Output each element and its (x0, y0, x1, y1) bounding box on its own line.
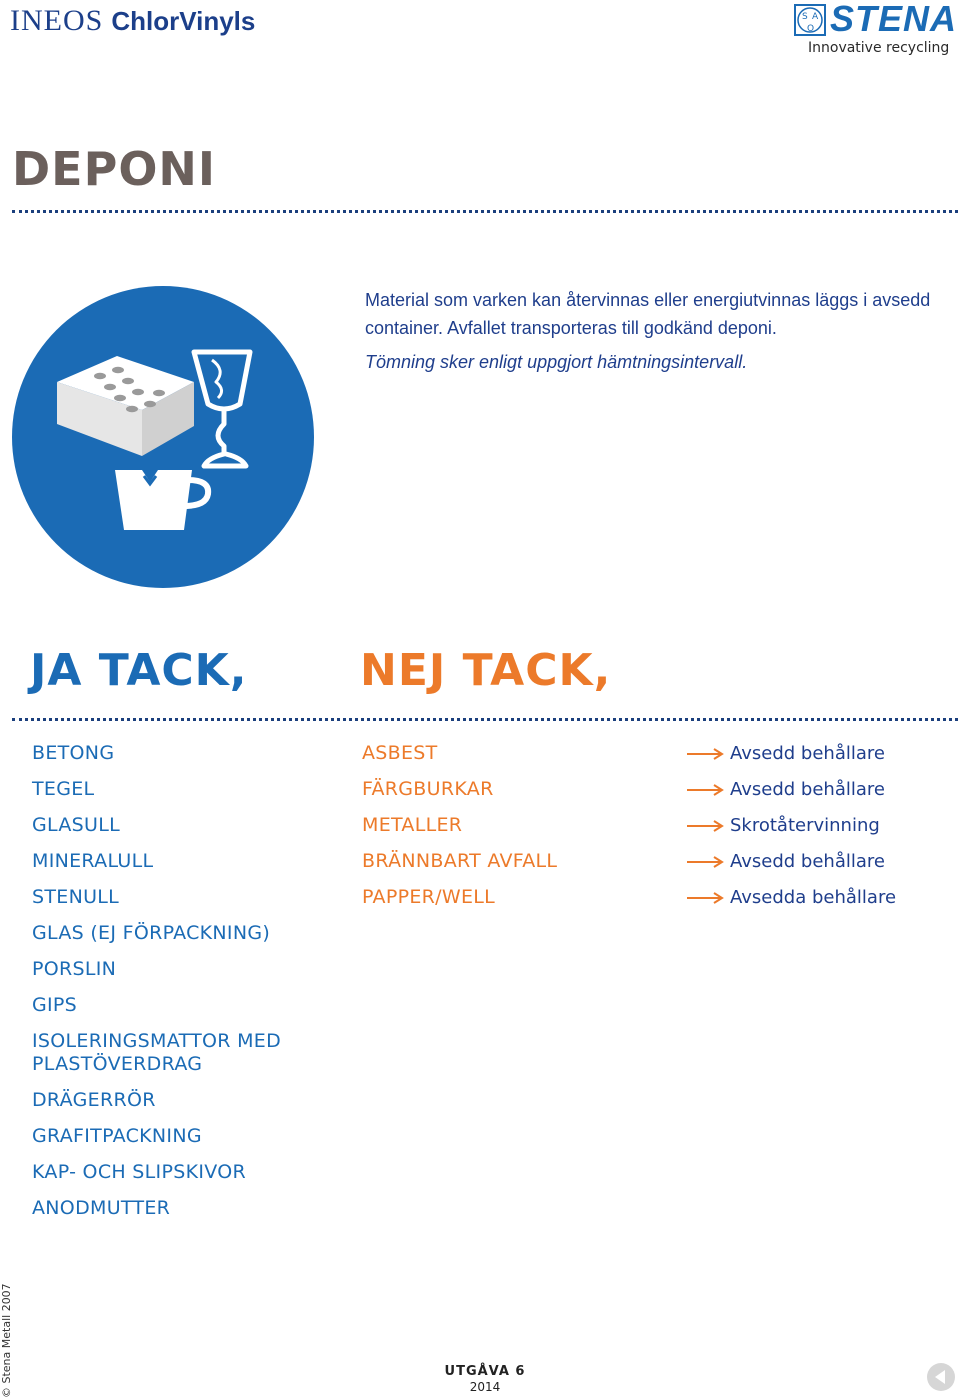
destination-label: Avsedd behållare (730, 851, 885, 872)
stena-logo (794, 0, 958, 62)
list-item: METALLER (362, 814, 463, 836)
destination-item (686, 778, 956, 801)
svg-text:O: O (807, 24, 815, 34)
destination-item (686, 886, 956, 909)
edition-label: UTGÅVA 6 (444, 1364, 526, 1379)
list-item: FÄRGBURKAR (362, 778, 494, 800)
list-item: TEGEL (32, 778, 95, 800)
ineos-logo-text: INEOS (10, 4, 104, 37)
chlorvinyls-logo-text: ChlorVinyls (111, 6, 256, 36)
arrow-right-icon (686, 819, 724, 833)
ja-tack-heading: JA TACK, (30, 645, 248, 696)
destination-label: Avsedd behållare (730, 779, 885, 800)
list-item: ANODMUTTER (32, 1197, 171, 1219)
svg-text:S: S (802, 12, 808, 22)
list-item: DRÄGERRÖR (32, 1089, 156, 1111)
arrow-right-icon (686, 855, 724, 869)
destination-label: Avsedd behållare (730, 743, 885, 764)
nej-tack-heading: NEJ TACK, (360, 645, 612, 696)
copyright-text: © Stena Metall 2007 (0, 1283, 13, 1398)
destination-item (686, 814, 956, 837)
ineos-chlorvinyls-logo (10, 4, 255, 40)
destination-label: Skrotåtervinning (730, 815, 880, 836)
list-item: ASBEST (362, 742, 438, 764)
stena-logo-text: STENA (830, 0, 958, 39)
stena-tagline: Innovative recycling (808, 40, 950, 56)
destination-list (686, 742, 956, 922)
intro-note: Tömning sker enligt uppgjort hämtningsintervall. (365, 352, 748, 372)
ja-tack-list (32, 742, 332, 1233)
section-divider (12, 718, 958, 721)
stena-emblem-icon (794, 4, 826, 36)
edition-info (430, 1364, 540, 1394)
list-item: MINERALULL (32, 850, 154, 872)
list-item: GIPS (32, 994, 78, 1016)
list-item: PORSLIN (32, 958, 117, 980)
list-item: KAP- OCH SLIPSKIVOR (32, 1161, 246, 1183)
intro-text-block (365, 286, 935, 376)
nej-tack-list (362, 742, 682, 922)
list-item: GLAS (EJ FÖRPACKNING) (32, 922, 271, 944)
list-item: GLASULL (32, 814, 120, 836)
destination-item (686, 742, 956, 765)
list-item: GRAFITPACKNING (32, 1125, 202, 1147)
arrow-right-icon (686, 783, 724, 797)
list-item: BETONG (32, 742, 115, 764)
list-item: STENULL (32, 886, 120, 908)
destination-label: Avsedda behållare (730, 887, 897, 908)
intro-description: Material som varken kan återvinnas eller energiutvinnas läggs i avsedd container. Avfallet transporteras till godkänd deponi. (365, 290, 931, 338)
list-item: BRÄNNBART AVFALL (362, 850, 558, 872)
svg-text:A: A (812, 12, 819, 22)
destination-item (686, 850, 956, 873)
title-divider (12, 210, 958, 213)
arrow-left-circle-icon (926, 1362, 956, 1392)
list-item: ISOLERINGSMATTOR MED PLASTÖVERDRAG (32, 1030, 282, 1075)
edition-year: 2014 (469, 1380, 501, 1394)
previous-page-button[interactable] (926, 1362, 956, 1392)
arrow-right-icon (686, 747, 724, 761)
deponi-icon (12, 286, 314, 588)
arrow-right-icon (686, 891, 724, 905)
list-item: PAPPER/WELL (362, 886, 496, 908)
page-title: DEPONI (12, 142, 217, 196)
